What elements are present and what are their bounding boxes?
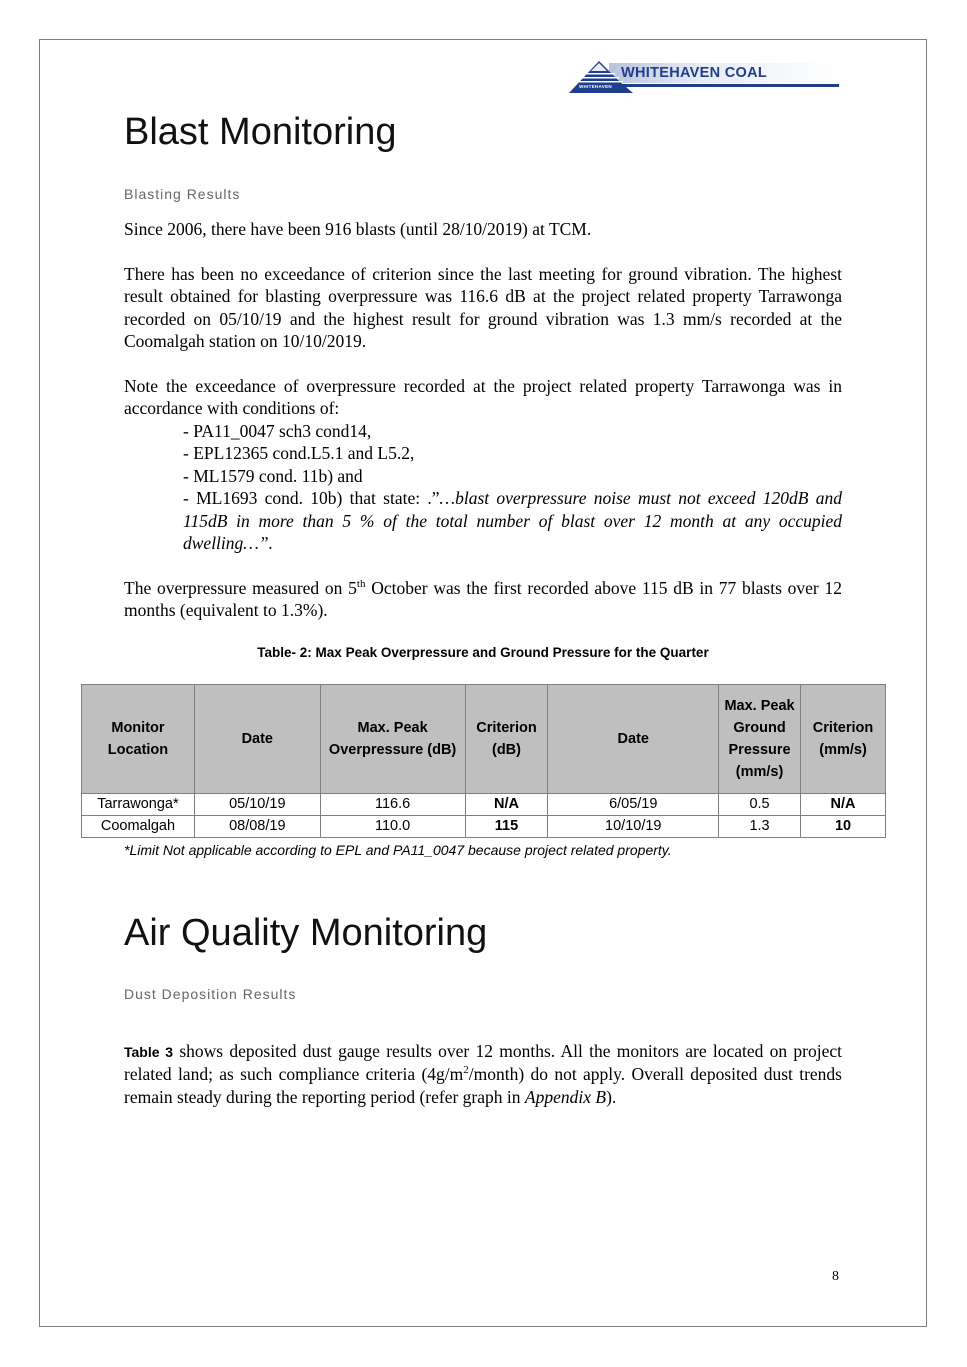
cell-ground-pressure: 0.5 [719, 794, 801, 816]
cell-criterion-mms: N/A [801, 794, 886, 816]
air-text-c: ). [606, 1086, 617, 1107]
conditions-list [183, 420, 842, 554]
blast-section-subtitle: Blasting Results [124, 186, 241, 202]
blast-para-4 [124, 577, 842, 622]
blast-para-2: There has been no exceedance of criterion since the last meeting for ground vibration. The highest result obtained for blasting overpressure was 116.6 dB at the project related property Tarrawonga recorded on 05/10/19 and the highest result for ground vibration was 1.3 mm/s recorded at the Coomalgah station on 10/10/2019. [124, 264, 842, 352]
condition-item: - ML1579 cond. 11b) and [183, 465, 363, 486]
cell-ground-pressure: 1.3 [719, 816, 801, 838]
company-logo [569, 59, 841, 93]
page-number: 8 [832, 1269, 839, 1284]
air-section-subtitle: Dust Deposition Results [124, 986, 297, 1002]
header-criterion-db: Criterion (dB) [465, 685, 548, 794]
table-footnote: *Limit Not applicable according to EPL and PA11_0047 because project related property. [124, 842, 672, 858]
condition-item: - PA11_0047 sch3 cond14, [183, 421, 372, 441]
cell-date-2: 6/05/19 [548, 794, 719, 816]
para4-text-a: The overpressure measured on 5 [124, 578, 357, 598]
air-para [124, 1040, 842, 1108]
table-caption: Table- 2: Max Peak Overpressure and Ground Pressure for the Quarter [257, 645, 709, 660]
blast-results-table [81, 684, 886, 838]
cell-location: Tarrawonga* [82, 794, 195, 816]
logo-subtext: WHITEHAVEN [579, 84, 612, 89]
condition-quote: …blast overpressure noise must not exceed 120dB and 115dB in more than 5 % of the total number of blast over 12 month at any occupied dwelling…”. [183, 488, 842, 554]
cell-criterion-db: 115 [465, 816, 548, 838]
table-3-reference: Table 3 [124, 1044, 174, 1060]
air-superscript: 2 [463, 1064, 469, 1077]
cell-date: 05/10/19 [194, 794, 320, 816]
cell-date-2: 10/10/19 [548, 816, 719, 838]
header-date-2: Date [548, 685, 719, 794]
blast-section-title: Blast Monitoring [124, 111, 397, 153]
cell-criterion-mms: 10 [801, 816, 886, 838]
condition-item: - EPL12365 cond.L5.1 and L5.2, [183, 443, 415, 464]
cell-criterion-db: N/A [465, 794, 548, 816]
condition-item-quote [183, 487, 842, 554]
blast-para-3: Note the exceedance of overpressure recorded at the project related property Tarrawonga was in accordance with conditions of: [124, 376, 842, 419]
header-monitor-location: Monitor Location [82, 685, 195, 794]
table-header-row [82, 685, 886, 794]
cell-date: 08/08/19 [194, 816, 320, 838]
air-section-title: Air Quality Monitoring [124, 912, 488, 954]
header-criterion-mms: Criterion (mm/s) [801, 685, 886, 794]
para4-superscript: th [356, 578, 366, 591]
header-overpressure: Max. Peak Overpressure (dB) [320, 685, 465, 794]
logo-underline [615, 84, 839, 87]
cell-overpressure: 110.0 [320, 816, 465, 838]
table-row [82, 794, 886, 816]
para4-text-b: October was the first recorded above 115 dB in 77 blasts over 12 months (equivalent to 1.3%). [124, 578, 842, 621]
air-text-a: shows deposited dust gauge results over 12 months. All the monitors are located on project related land; as such compliance criteria (4g/m [124, 1041, 842, 1085]
air-text-b: /month) do not apply. Overall deposited dust trends remain steady during the reporting period (refer graph in [124, 1064, 842, 1107]
header-ground-pressure: Max. Peak Ground Pressure (mm/s) [719, 685, 801, 794]
header-date: Date [194, 685, 320, 794]
blast-para-1: Since 2006, there have been 916 blasts (until 28/10/2019) at TCM. [124, 219, 592, 239]
condition-prefix: - ML1693 cond. 10b) that state: .” [183, 488, 440, 509]
cell-overpressure: 116.6 [320, 794, 465, 816]
table-row [82, 816, 886, 838]
cell-location: Coomalgah [82, 816, 195, 838]
appendix-reference: Appendix B [524, 1086, 607, 1107]
logo-text: WHITEHAVEN COAL [621, 65, 768, 81]
